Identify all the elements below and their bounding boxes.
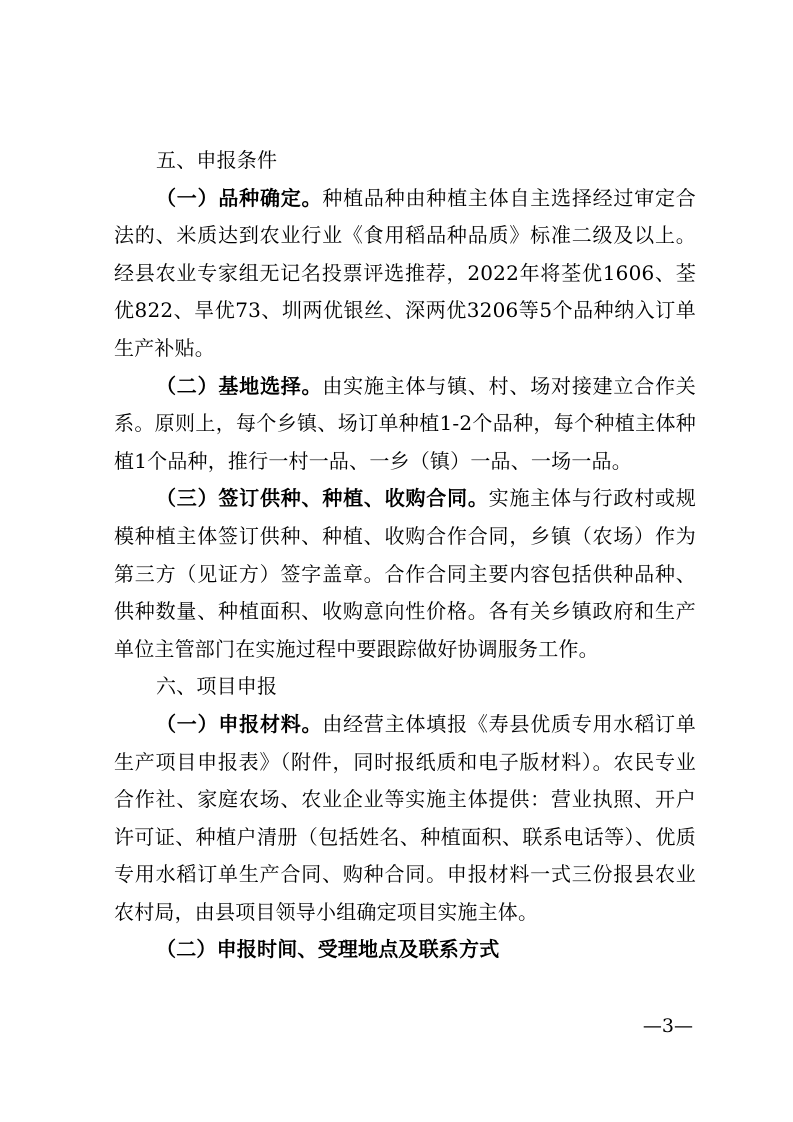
paragraph-lead: （二）基地选择。 [156,373,323,398]
paragraph-body: 由实施主体与镇、村、场对接建立合作关系。原则上，每个乡镇、场订单种植1-2个品种，每个种植主体种植1个品种，推行一村一品、一乡（镇）一品、一场一品。 [114,373,696,473]
paragraph-variety [114,180,696,368]
paragraph-lead: （三）签订供种、种植、收购合同。 [156,486,489,511]
paragraph-time-location [114,931,696,969]
paragraph-body: 实施主体与行政村或规模种植主体签订供种、种植、收购合作合同，乡镇（农场）作为第三方（见证方）签字盖章。合作合同主要内容包括供种品种、供种数量、种植面积、收购意向性价格。各有关乡镇政府和生产单位主管部门在实施过程中要跟踪做好协调服务工作。 [114,486,696,661]
paragraph-materials [114,706,696,932]
heading-text: 五、申报条件 [156,148,278,172]
paragraph-base [114,368,696,481]
document-body [114,142,696,969]
section-heading-6 [114,668,696,706]
paragraph-lead: （一）申报材料。 [156,711,323,736]
paragraph-lead: （一）品种确定。 [156,185,323,210]
heading-text: 六、项目申报 [156,674,278,699]
paragraph-contract [114,480,696,668]
section-heading-5 [114,142,696,180]
paragraph-body: 种植品种由种植主体自主选择经过审定合法的、米质达到农业行业《食用稻品种品质》标准二级及以上。经县农业专家组无记名投票评选推荐，2022年将荃优1606、荃优822、旱优73、圳两优银丝、深两优3206等5个品种纳入订单生产补贴。 [114,185,696,360]
page-number: —3— [642,1015,693,1037]
paragraph-lead: （二）申报时间、受理地点及联系方式 [156,937,500,962]
paragraph-body: 由经营主体填报《寿县优质专用水稻订单生产项目申报表》（附件，同时报纸质和电子版材料）。农民专业合作社、家庭农场、农业企业等实施主体提供：营业执照、开户许可证、种植户清册（包括姓名、种植面积、联系电话等）、优质专用水稻订单生产合同、购种合同。申报材料一式三份报县农业农村局，由县项目领导小组确定项目实施主体。 [114,711,696,924]
